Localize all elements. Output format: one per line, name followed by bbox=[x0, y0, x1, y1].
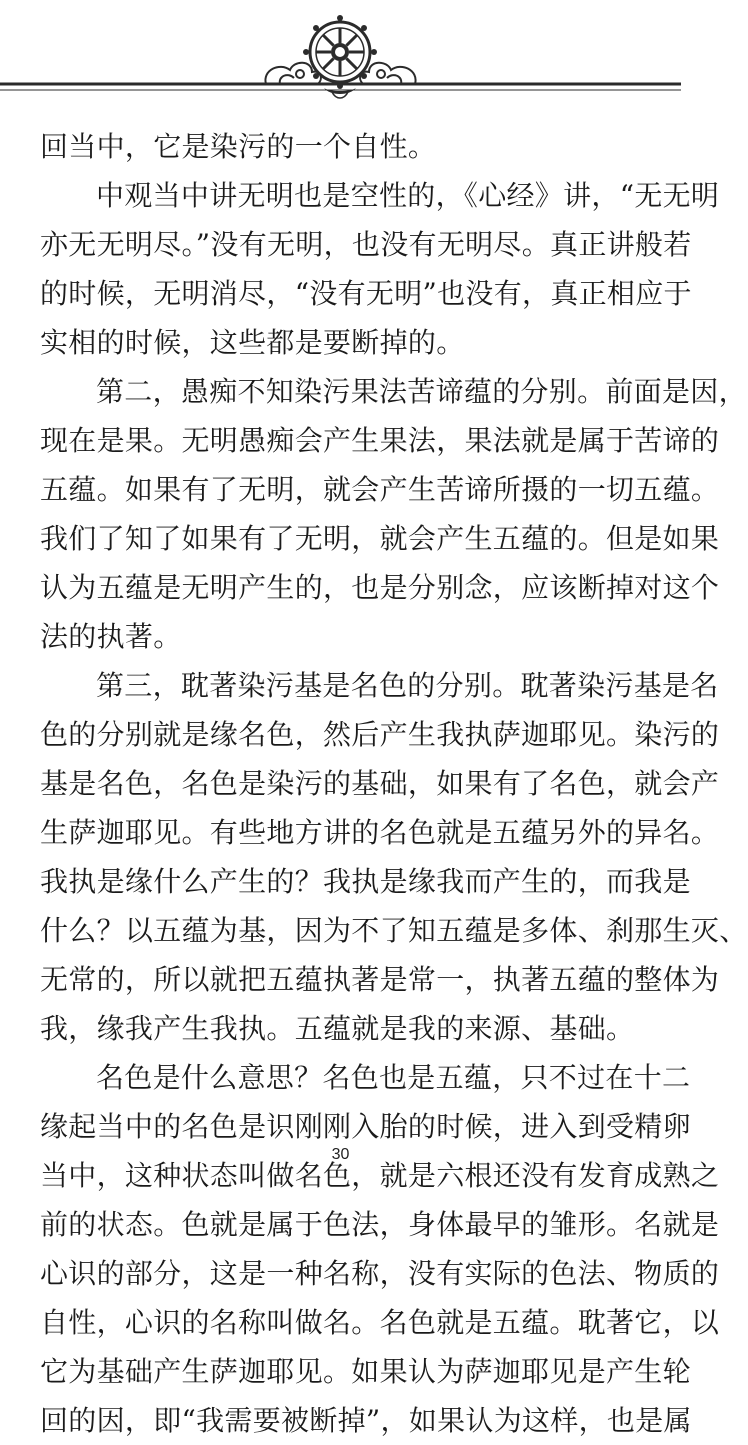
text-line: 亦无无明尽。”没有无明，也没有无明尽。真正讲般若 bbox=[40, 228, 692, 261]
paragraph-first-line: 第三，耽著染污基是名色的分别。耽著染污基是名 bbox=[96, 669, 719, 702]
text-line: 认为五蕴是无明产生的，也是分别念，应该断掉对这个 bbox=[40, 571, 720, 604]
text-line: 前的状态。色就是属于色法，身体最早的雏形。名就是 bbox=[40, 1208, 720, 1241]
text-line: 基是名色，名色是染污的基础，如果有了名色，就会产 bbox=[40, 767, 720, 800]
paragraph-first-line: 名色是什么意思？名色也是五蕴，只不过在十二 bbox=[96, 1061, 691, 1094]
page-number: 30 bbox=[331, 1146, 350, 1163]
paragraph-first-line: 中观当中讲无明也是空性的，《心经》讲，“无无明 bbox=[96, 179, 720, 212]
text-line: 什么？以五蕴为基，因为不了知五蕴是多体、刹那生灭、 bbox=[40, 914, 748, 947]
text-line: 的时候，无明消尽，“没有无明”也没有，真正相应于 bbox=[40, 277, 692, 310]
text-line: 回的因，即“我需要被断掉”，如果认为这样，也是属 bbox=[40, 1404, 692, 1437]
text-line: 色的分别就是缘名色，然后产生我执萨迦耶见。染污的 bbox=[40, 718, 720, 751]
text-line: 法的执著。 bbox=[40, 620, 182, 653]
text-line: 缘起当中的名色是识刚刚入胎的时候，进入到受精卵 bbox=[40, 1110, 691, 1143]
page-header bbox=[0, 0, 681, 110]
dharma-wheel-icon bbox=[303, 15, 377, 98]
text-line: 我们了知了如果有了无明，就会产生五蕴的。但是如果 bbox=[40, 522, 720, 555]
text-line: 五蕴。如果有了无明，就会产生苦谛所摄的一切五蕴。 bbox=[40, 473, 720, 506]
text-line: 无常的，所以就把五蕴执著是常一，执著五蕴的整体为 bbox=[40, 963, 720, 996]
text-line: 回当中，它是染污的一个自性。 bbox=[40, 130, 437, 163]
text-line: 当中，这种状态叫做名色，就是六根还没有发育成熟之 bbox=[40, 1159, 720, 1192]
text-line: 现在是果。无明愚痴会产生果法，果法就是属于苦谛的 bbox=[40, 424, 720, 457]
header-ornament bbox=[0, 0, 681, 110]
body-text bbox=[40, 122, 748, 1445]
cloud-right-icon bbox=[360, 63, 415, 84]
text-line: 实相的时候，这些都是要断掉的。 bbox=[40, 326, 465, 359]
text-line: 自性，心识的名称叫做名。名色就是五蕴。耽著它，以 bbox=[40, 1306, 720, 1339]
text-line: 它为基础产生萨迦耶见。如果认为萨迦耶见是产生轮 bbox=[40, 1355, 691, 1388]
paragraph-first-line: 第二，愚痴不知染污果法苦谛蕴的分别。前面是因， bbox=[96, 375, 747, 408]
text-line: 心识的部分，这是一种名称，没有实际的色法、物质的 bbox=[40, 1257, 720, 1290]
text-line: 我执是缘什么产生的？我执是缘我而产生的，而我是 bbox=[40, 865, 691, 898]
text-line: 我，缘我产生我执。五蕴就是我的来源、基础。 bbox=[40, 1012, 635, 1045]
text-line: 生萨迦耶见。有些地方讲的名色就是五蕴另外的异名。 bbox=[40, 816, 720, 849]
